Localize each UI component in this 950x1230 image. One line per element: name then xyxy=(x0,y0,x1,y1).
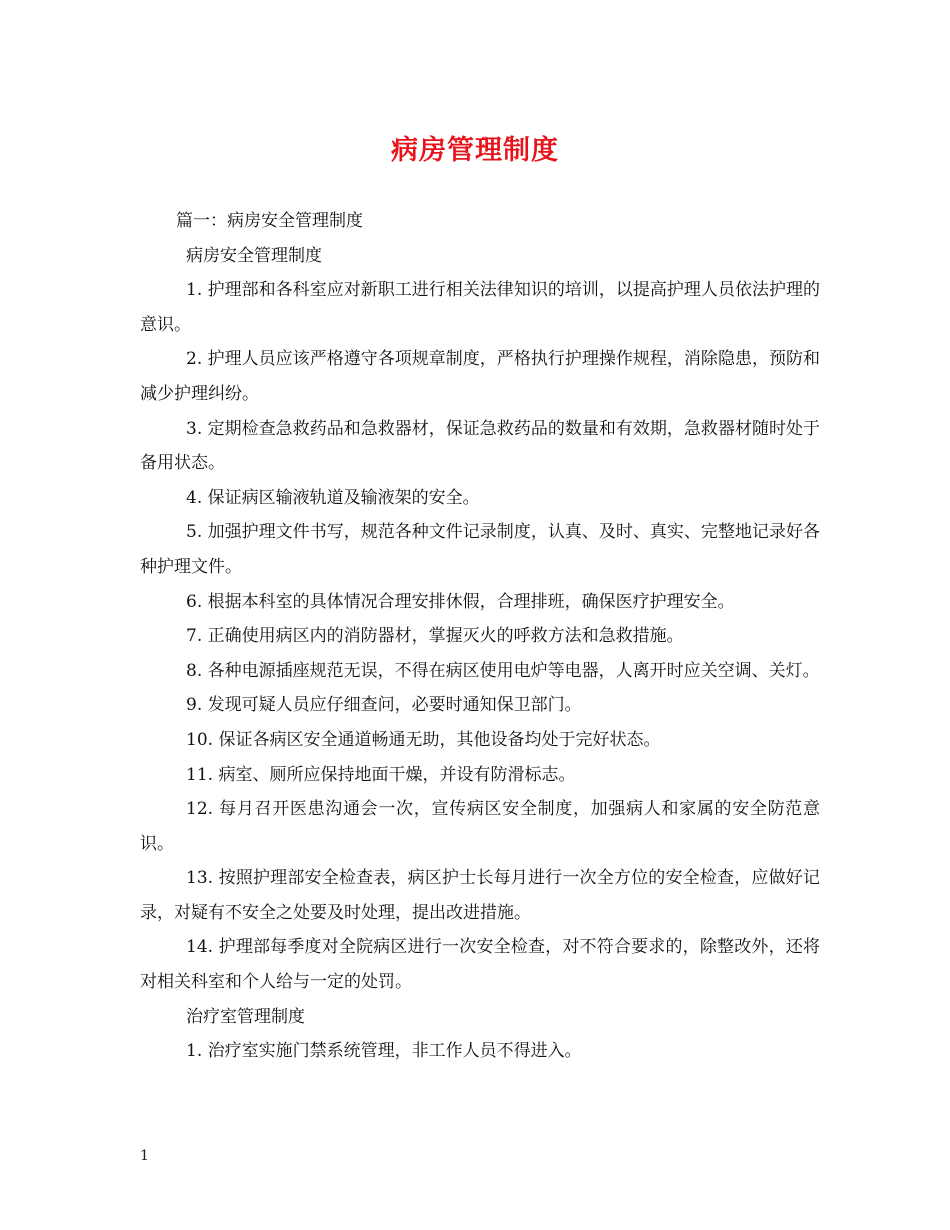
rule-item-5: 5. 加强护理文件书写，规范各种文件记录制度，认真、及时、真实、完整地记录好各种护理文件。 xyxy=(140,522,820,577)
rule-item-1: 1. 护理部和各科室应对新职工进行相关法律知识的培训，以提高护理人员依法护理的意识。 xyxy=(140,280,820,335)
section-heading: 病房安全管理制度 xyxy=(186,245,322,266)
section2-heading: 治疗室管理制度 xyxy=(186,1006,305,1027)
rule-item-11: 11. 病室、厕所应保持地面干燥，并设有防滑标志。 xyxy=(186,764,576,785)
rule-item-9: 9. 发现可疑人员应仔细查问，必要时通知保卫部门。 xyxy=(186,695,582,716)
section2-item-1: 1. 治疗室实施门禁系统管理，非工作人员不得进入。 xyxy=(186,1041,582,1062)
rule-item-2: 2. 护理人员应该严格遵守各项规章制度，严格执行护理操作规程，消除隐患，预防和减少护理纠纷。 xyxy=(140,349,820,404)
rule-item-10: 10. 保证各病区安全通道畅通无助，其他设备均处于完好状态。 xyxy=(186,729,661,750)
rule-item-3: 3. 定期检查急救药品和急救器材，保证急救药品的数量和有效期，急救器材随时处于备用状态。 xyxy=(140,418,820,474)
rule-item-6: 6. 根据本科室的具体情况合理安排休假，合理排班，确保医疗护理安全。 xyxy=(186,591,735,612)
chapter-heading: 篇一：病房安全管理制度 xyxy=(176,211,363,231)
document-title: 病房管理制度 xyxy=(391,135,559,166)
rule-item-14: 14. 护理部每季度对全院病区进行一次安全检查，对不符合要求的，除整改外，还将对相关科室和个人给与一定的处罚。 xyxy=(140,937,820,993)
rule-item-13: 13. 按照护理部安全检查表，病区护士长每月进行一次全方位的安全检查，应做好记录，对疑有不安全之处要及时处理，提出改进措施。 xyxy=(140,868,820,923)
rule-item-4: 4. 保证病区输液轨道及输液架的安全。 xyxy=(186,487,480,508)
rule-item-7: 7. 正确使用病区内的消防器材，掌握灭火的呼救方法和急救措施。 xyxy=(186,626,684,647)
document-body xyxy=(140,204,820,1069)
rule-item-8: 8. 各种电源插座规范无误，不得在病区使用电炉等电器，人离开时应关空调、关灯。 xyxy=(186,660,820,681)
page-number: 1 xyxy=(140,1148,149,1164)
rule-item-12: 12. 每月召开医患沟通会一次，宣传病区安全制度，加强病人和家属的安全防范意识。 xyxy=(140,799,820,854)
